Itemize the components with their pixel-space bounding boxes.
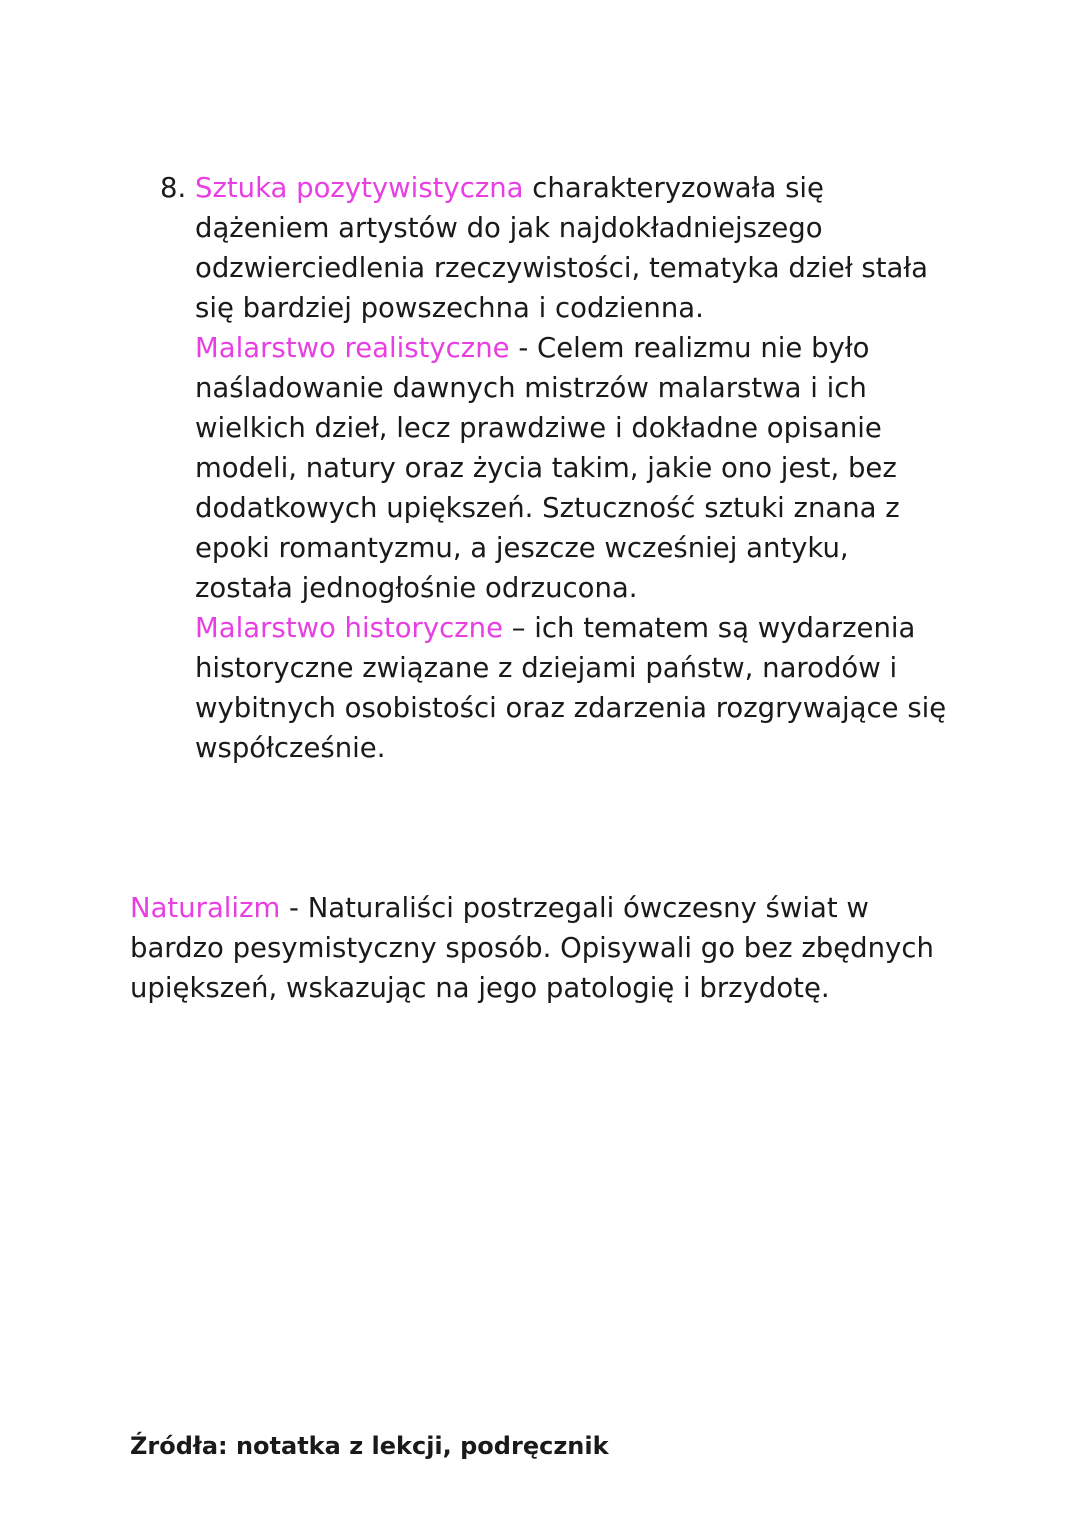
term-naturalism: Naturalizm	[130, 892, 281, 924]
list-item-8	[160, 168, 950, 768]
paragraph-naturalism	[130, 888, 970, 1008]
paragraph-positivist-art	[195, 168, 950, 328]
term-positivist-art: Sztuka pozytywistyczna	[195, 172, 524, 204]
realist-painting-description: - Celem realizmu nie było naśladowanie dawnych mistrzów malarstwa i ich wielkich dzieł, lecz prawdziwe i dokładne opisanie modeli, natury oraz życia takim, jakie ono jest, bez dodatkowych upiększeń. Sztuczność sztuki znana z epoki romantyzmu, a jeszcze wcześniej antyku, została jednogłośnie odrzucona.	[195, 332, 900, 604]
positivist-art-description: charakteryzowała się dążeniem artystów do jak najdokładniejszego odzwierciedlenia rzeczywistości, tematyka dzieł stała się bardziej powszechna i codzienna.	[195, 172, 929, 324]
list-number: 8.	[160, 172, 187, 204]
naturalism-description: - Naturaliści postrzegali ówczesny świat w bardzo pesymistyczny sposób. Opisywali go bez zbędnych upiększeń, wskazując na jego patologię i brzydotę.	[130, 892, 934, 1004]
paragraph-realist-painting	[195, 328, 950, 608]
term-realist-painting: Malarstwo realistyczne	[195, 332, 510, 364]
list-item-body	[195, 168, 950, 768]
term-historical-painting: Malarstwo historyczne	[195, 612, 504, 644]
paragraph-historical-painting	[195, 608, 950, 768]
historical-painting-description: – ich tematem są wydarzenia historyczne związane z dziejami państw, narodów i wybitnych osobistości oraz zdarzenia rozgrywające się współcześnie.	[195, 612, 947, 764]
sources-line: Źródła: notatka z lekcji, podręcznik	[130, 1432, 609, 1460]
